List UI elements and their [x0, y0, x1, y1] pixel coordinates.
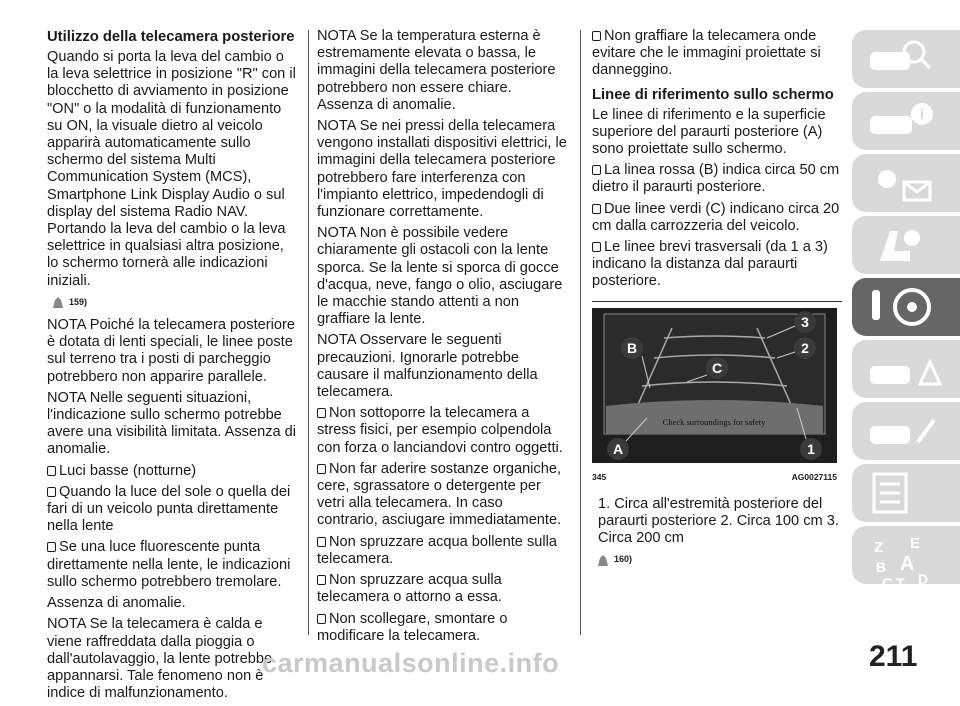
- tab-car-info[interactable]: [852, 92, 960, 150]
- car-info-icon: [852, 92, 960, 150]
- list-item: Luci basse (notturne): [47, 463, 297, 480]
- svg-text:B: B: [626, 339, 638, 356]
- svg-text:A: A: [612, 440, 624, 457]
- note: NOTA Se la telecamera è calda e viene raffreddata dalla pioggia o dall'autolavaggio, la lente potrebbe appannarsi. Tale fenomeno non è indice di malfunzionamento.: [47, 616, 273, 702]
- svg-text:E: E: [910, 535, 921, 552]
- tab-car-search[interactable]: [852, 30, 960, 88]
- airbag-seat-icon: [852, 216, 960, 274]
- svg-text:2: 2: [801, 339, 809, 356]
- svg-text:C: C: [711, 359, 723, 376]
- list-item: Due linee verdi (C) indicano circa 20 cm dalla carrozzeria del veicolo.: [592, 200, 840, 234]
- svg-text:Z: Z: [874, 539, 884, 556]
- tab-emergency[interactable]: [852, 340, 960, 398]
- technical-data-icon: [852, 464, 960, 522]
- figure-rule: [592, 301, 842, 302]
- car-breakdown-icon: [852, 340, 960, 398]
- note: NOTA Nelle seguenti situazioni, l'indicazione sullo schermo potrebbe avere una visibilità limitata. Assenza di anomalie.: [47, 389, 297, 458]
- svg-text:3: 3: [801, 313, 809, 330]
- warning-reference: 160): [596, 551, 842, 568]
- paragraph: Le linee di riferimento e la superficie superiore del paraurti posteriore (A) sono proiettate sullo schermo.: [592, 106, 826, 158]
- camera-view-diagram: [592, 308, 837, 463]
- checkbox-bullet-icon: [317, 537, 326, 547]
- checkbox-bullet-icon: [317, 464, 326, 474]
- figure-caption-bar: [592, 469, 837, 486]
- section-heading: Utilizzo della telecamera posteriore: [47, 29, 295, 45]
- svg-text:i: i: [920, 106, 924, 122]
- section-heading: Linee di riferimento sullo schermo: [592, 86, 834, 103]
- list-item: Le linee brevi trasversali (da 1 a 3) indicano la distanza dal paraurti posteriore.: [592, 239, 828, 290]
- figure-legend: 1. Circa all'estremità posteriore del paraurti posteriore 2. Circa 100 cm 3. Circa 200 cm: [598, 495, 839, 547]
- note: NOTA Se nei pressi della telecamera vengono installati dispositivi elettrici, le immagini della telecamera posteriore potrebbero fare interferenza con l'impianto elettrico, impedendogli di funzionare correttamente.: [317, 118, 567, 221]
- tab-driving[interactable]: [852, 278, 960, 336]
- tab-technical-data[interactable]: [852, 464, 960, 522]
- callout-A: [607, 438, 629, 460]
- checkbox-bullet-icon: [592, 242, 601, 252]
- figure-code: AG0027115: [791, 471, 837, 482]
- car-service-icon: [852, 402, 960, 460]
- checkbox-bullet-icon: [317, 614, 326, 624]
- checkbox-bullet-icon: [47, 542, 56, 552]
- svg-text:1: 1: [807, 440, 815, 457]
- list-item: Se una luce fluorescente punta direttamente nella lente, le indicazioni sullo schermo potrebbero tremolare.: [47, 539, 291, 590]
- note: NOTA Poiché la telecamera posteriore è dotata di lenti speciali, le linee poste sul terreno tra i posti di parcheggio potrebbero non apparire parallele.: [47, 317, 295, 385]
- list-item: Non scollegare, smontare o modificare la telecamera.: [317, 610, 508, 644]
- checkbox-bullet-icon: [592, 165, 601, 175]
- svg-text:C: C: [882, 575, 893, 592]
- checkbox-bullet-icon: [317, 408, 326, 418]
- checkbox-bullet-icon: [47, 487, 56, 497]
- callout-3: [794, 311, 816, 333]
- warning-hand-icon: [596, 553, 610, 567]
- callout-B: [621, 337, 643, 359]
- column-divider: [308, 30, 309, 635]
- steering-key-icon: [852, 278, 960, 336]
- svg-text:A: A: [900, 553, 915, 575]
- warning-reference: 159): [51, 294, 297, 311]
- list-item: Non spruzzare acqua sulla telecamera o attorno a essa.: [317, 572, 502, 606]
- list-item: Non graffiare la telecamera onde evitare che le immagini proiettate si danneggino.: [592, 28, 821, 79]
- figure-number: 345: [592, 471, 607, 482]
- callout-2: [794, 337, 816, 359]
- index-letters-icon: [852, 526, 960, 606]
- list-item: Quando la luce del sole o quella dei fari di un veicolo punta direttamente nella lente: [47, 483, 291, 535]
- tab-maintenance[interactable]: [852, 402, 960, 460]
- list-item: Non far aderire sostanze organiche, cere, sgrassatore o detergente per vetri alla telecamera. In caso contrario, asciugare immediatamente.: [317, 460, 562, 529]
- svg-text:B: B: [876, 559, 887, 575]
- watermark: carmanualsonline.info: [262, 648, 560, 678]
- list-item: Non spruzzare acqua bollente sulla telecamera.: [317, 533, 557, 567]
- tab-airbag-seat[interactable]: [852, 216, 960, 274]
- svg-text:T: T: [896, 575, 905, 591]
- column-3: [592, 28, 842, 575]
- column-1: [47, 28, 297, 706]
- screen-text: Check surroundings for safety: [662, 416, 766, 427]
- column-divider: [580, 30, 581, 635]
- column-2: [317, 28, 567, 649]
- warning-lights-icon: [852, 154, 960, 212]
- note: Assenza di anomalie.: [47, 595, 186, 612]
- note: NOTA Osservare le seguenti precauzioni. Ignorarle potrebbe causare il malfunzionamento della telecamera.: [317, 332, 538, 401]
- car-search-icon: [852, 30, 960, 88]
- callout-C: [706, 357, 728, 379]
- paragraph: Quando si porta la leva del cambio o la leva selettrice in posizione "R" con il blocchetto di avviamento in posizione "ON" o la modalità di funzionamento su ON, la visuale dietro al veicolo apparirà automaticamente sullo schermo del sistema Multi Communication System (MCS), Smartphone Link Display Audio o sul display del sistema Radio NAV. Portando la leva del cambio o la leva selettrice in qualsiasi altra posizione, lo schermo tornerà alle indicazioni iniziali.: [47, 49, 296, 289]
- checkbox-bullet-icon: [592, 204, 601, 214]
- checkbox-bullet-icon: [47, 466, 56, 476]
- callout-1: [800, 438, 822, 460]
- warning-hand-icon: [51, 295, 65, 309]
- rear-camera-figure: [592, 308, 837, 463]
- checkbox-bullet-icon: [317, 575, 326, 585]
- note: NOTA Se la temperatura esterna è estremamente elevata o bassa, le immagini della telecamera posteriore potrebbero non essere chiare. Assenza di anomalie.: [317, 28, 556, 113]
- tab-warning-lights[interactable]: [852, 154, 960, 212]
- list-item: La linea rossa (B) indica circa 50 cm dietro il paraurti posteriore.: [592, 162, 840, 196]
- note: NOTA Non è possibile vedere chiaramente gli ostacoli con la lente sporca. Se la lente si sporca di gocce d'acqua, neve, fango o olio, asciugare le macchie stando attenti a non graffiare la lente.: [317, 225, 563, 328]
- svg-text:D: D: [918, 571, 929, 587]
- tab-index[interactable]: [852, 526, 960, 592]
- checkbox-bullet-icon: [592, 31, 601, 41]
- page-number: 211: [869, 640, 918, 673]
- list-item: Non sottoporre la telecamera a stress fisici, per esempio colpendola con forza o lanciandovi contro oggetti.: [317, 405, 563, 456]
